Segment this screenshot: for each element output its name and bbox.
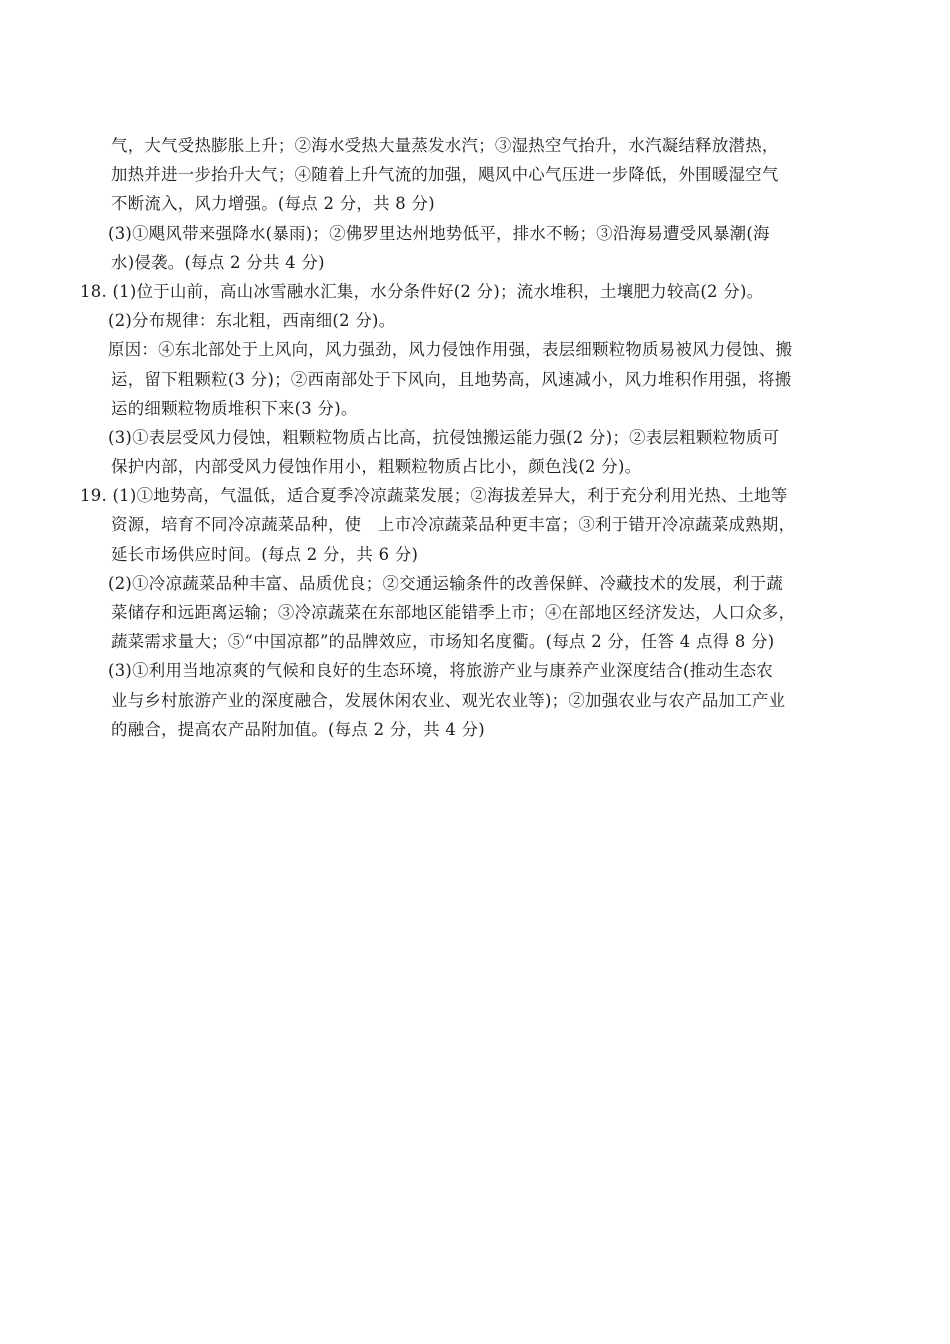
text-line: 运的细颗粒物质堆积下来(3 分)。	[111, 398, 358, 418]
text-line: 菜储存和远距离运输；③冷凉蔬菜在东部地区能错季上市；④在部地区经济发达，人口众多，	[111, 603, 796, 622]
text-line: 不断流入，风力增强。(每点 2 分，共 8 分)	[111, 194, 435, 214]
text-line: 原因：④东北部处于上风向，风力强劲，风力侵蚀作用强，表层细颗粒物质易被风力侵蚀、搬	[108, 340, 793, 360]
text-line: 资源，培育不同冷凉蔬菜品种，使 上市冷凉蔬菜品种更丰富；③利于错开冷凉蔬菜成熟期，	[111, 515, 796, 535]
text-line: 气，大气受热膨胀上升；②海水受热大量蒸发水汽；③湿热空气抬升，水汽凝结释放潜热，	[111, 136, 779, 155]
text-line: (2)分布规律：东北粗，西南细(2 分)。	[108, 311, 396, 331]
text-line: 的融合，提高农产品附加值。(每点 2 分，共 4 分)	[111, 719, 486, 739]
text-line: (3)①利用当地凉爽的气候和良好的生态环境，将旅游产业与康养产业深度结合(推动生态农	[108, 661, 774, 681]
question-18-line: 18. (1)位于山前，高山冰雪融水汇集，水分条件好(2 分)；流水堆积，土壤肥力较高(2 分)。	[80, 281, 764, 301]
answer-text	[80, 131, 845, 744]
text-line: 业与乡村旅游产业的深度融合，发展休闲农业、观光农业等)；②加强农业与农产品加工产业	[111, 690, 786, 710]
text-line: (3)①表层受风力侵蚀，粗颗粒物质占比高，抗侵蚀搬运能力强(2 分)；②表层粗颗粒物质可	[108, 427, 780, 447]
question-19-line: 19. (1)①地势高，气温低，适合夏季冷凉蔬菜发展；②海拔差异大，利于充分利用光热、土地等	[80, 486, 788, 506]
text-line: 保护内部，内部受风力侵蚀作用小，粗颗粒物质占比小，颜色浅(2 分)。	[111, 457, 642, 477]
text-line: 水)侵袭。(每点 2 分共 4 分)	[111, 252, 325, 272]
text-line: 运，留下粗颗粒(3 分)；②西南部处于下风向，且地势高，风速减小，风力堆积作用强，将搬	[111, 369, 792, 389]
text-line: 蔬菜需求量大；⑤“中国凉都”的品牌效应，市场知名度衢。(每点 2 分，任答 4 点得 8 分)	[111, 632, 775, 652]
text-line: (2)①冷凉蔬菜品种丰富、品质优良；②交通运输条件的改善保鲜、冷藏技术的发展，利于蔬	[108, 573, 784, 593]
text-line: 延长市场供应时间。(每点 2 分，共 6 分)	[111, 544, 419, 564]
text-line: 加热并进一步抬升大气；④随着上升气流的加强，飓风中心气压进一步降低，外围暖湿空气	[111, 165, 779, 185]
text-line: (3)①飓风带来强降水(暴雨)；②佛罗里达州地势低平，排水不畅；③沿海易遭受风暴潮(海	[108, 223, 770, 243]
